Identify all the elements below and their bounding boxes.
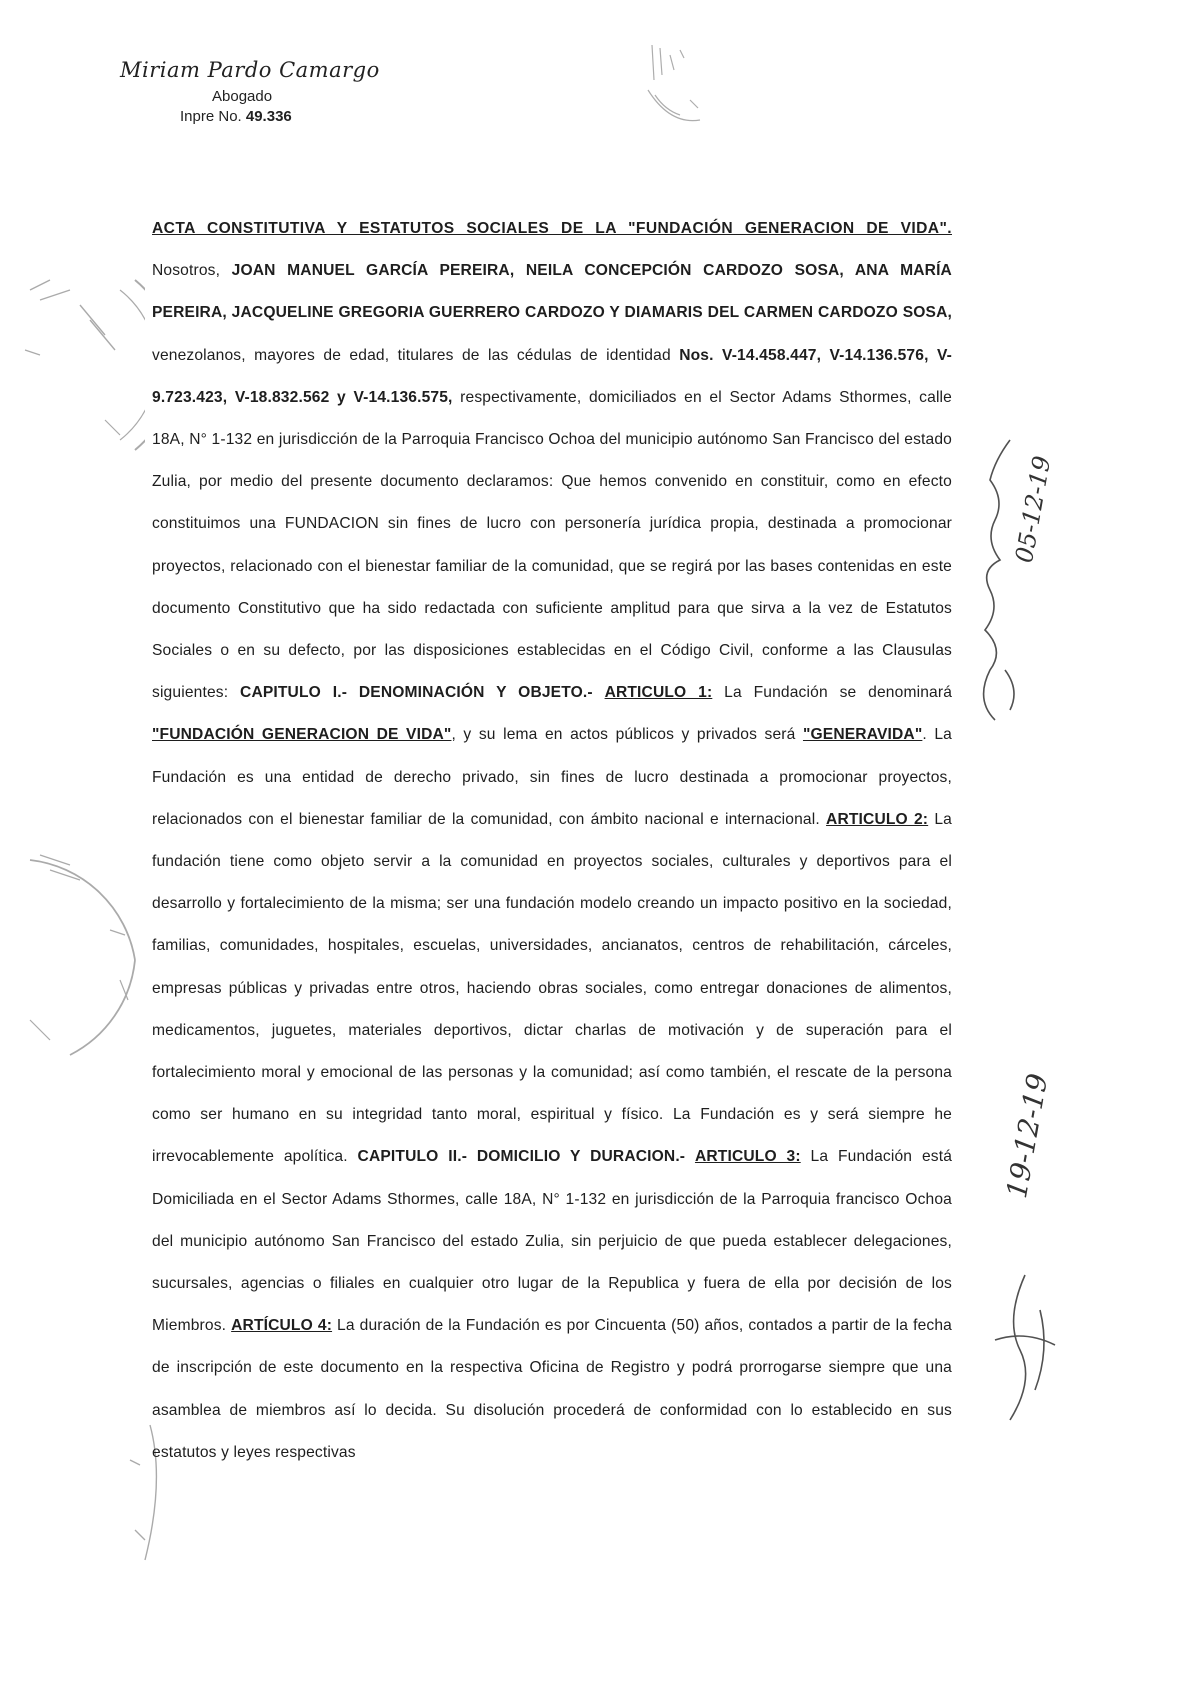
founders-domicile-text: respectivamente, domiciliados en el Sector Adams Sthormes, calle 18A, N° 1-132 en jurisdicción de la Parroquia Francisco Ochoa del municipio autónomo San Francisco del estado Zulia, por medio del presente documento declaramos: Que hemos convenido en constituir, como en efecto constituimos una FUNDACION sin fines de lucro con personería jurídica propia, destinada a promocionar proyectos, relacionado con el bienestar familiar de la comunidad, que se regirá por las bases contenidas en este documento Constitutivo que ha sido redactada con suficiente amplitud para que sirva a la vez de Estatutos Sociales o en su defecto, por las disposiciones establecidas en el Código Civil, conforme a las Clausulas siguientes: <box>152 388 952 702</box>
inpre-line <box>180 108 420 125</box>
lawyer-title: Abogado <box>212 88 273 105</box>
article-1-text-c: . La Fundación es una entidad de derecho privado, sin fines de lucro destinada a promocionar proyectos, relacionados con el bienestar familiar de la comunidad, con ámbito nacional e internacional. <box>152 726 952 828</box>
margin-date-bottom: 19-12-19 <box>1000 1071 1055 1201</box>
margin-signature-top <box>965 420 1075 740</box>
seal-stamp-left-top <box>10 260 145 460</box>
article-2-text: La fundación tiene como objeto servir a la comunidad en proyectos sociales, culturales y deportivos para el desarrollo y fortalecimiento de la misma; ser una fundación modelo creando un impacto positivo en la sociedad, familias, comunidades, hospitales, escuelas, universidades, ancianatos, centros de rehabilitación, cárceles, empresas públicas y privadas entre otros, haciendo obras sociales, como entregar donaciones de alimentos, medicamentos, juguetes, materiales deportivos, dictar charlas de motivación y de superación para el fortalecimiento moral y emocional de las personas y la comunidad; así como también, el rescate de la persona como ser humano en su integridad tanto moral, espiritual y físico. La Fundación es y será siempre he irrevocablemente apolítica. <box>152 810 952 1166</box>
article-3-text: La Fundación está Domiciliada en el Sector Adams Sthormes, calle 18A, N° 1-132 en jurisdicción de la Parroquia francisco Ochoa del municipio autónomo San Francisco del estado Zulia, sin perjuicio de que pueda establecer delegaciones, sucursales, agencias o filiales en cualquier otro lugar de la Republica y fuera de ella por decisión de los Miembros. <box>152 1148 953 1335</box>
inpre-number: 49.336 <box>245 108 292 125</box>
letterhead <box>120 58 420 125</box>
article-3-label: ARTICULO 3: <box>694 1148 801 1166</box>
document-body <box>152 208 952 1474</box>
intro-text: Nosotros, <box>152 262 232 280</box>
margin-signature-bottom <box>985 1270 1065 1430</box>
article-2-label: ARTICULO 2: <box>826 810 929 828</box>
article-4-text: La duración de la Fundación es por Cincuenta (50) años, contados a partir de la fecha de inscripción de este documento en la respectiva Oficina de Registro y podrá prorrogarse siempre que una asamblea de miembros así lo decida. Su disolución procederá de conformidad con lo establecido en sus estatutos y leyes respectivas <box>152 1317 953 1461</box>
article-1-text-b: , y su lema en actos públicos y privados será <box>451 726 803 744</box>
lawyer-name: Miriam Pardo Camargo <box>120 58 380 82</box>
founders-description: venezolanos, mayores de edad, titulares de las cédulas de identidad <box>152 346 680 364</box>
foundation-name: "FUNDACIÓN GENERACION DE VIDA" <box>152 726 452 744</box>
handwriting-signature-icon <box>965 420 1075 740</box>
article-1-label: ARTICULO 1: <box>604 684 713 702</box>
chapter-2-heading: CAPITULO II.- DOMICILIO Y DURACION.- <box>357 1148 686 1166</box>
inpre-label: Inpre No. <box>180 108 242 125</box>
margin-date-top: 05-12-19 <box>1010 453 1057 565</box>
foundation-motto: "GENERAVIDA" <box>802 726 923 744</box>
article-1-text-a: La Fundación se denominará <box>712 684 953 702</box>
chapter-1-heading: CAPITULO I.- DENOMINACIÓN Y OBJETO.- <box>240 684 593 702</box>
founders-names: JOAN MANUEL GARCÍA PEREIRA, NEILA CONCEPCIÓN CARDOZO SOSA, ANA MARÍA PEREIRA, JACQUELINE GREGORIA GUERRERO CARDOZO Y DIAMARIS DEL CARMEN CARDOZO SOSA, <box>152 262 952 322</box>
founders-id-numbers: Nos. V-14.458.447, V-14.136.576, V-9.723.423, V-18.832.562 y V-14.136.575, <box>152 346 952 406</box>
stamp-top-center <box>640 40 720 135</box>
document-title: ACTA CONSTITUTIVA Y ESTATUTOS SOCIALES DE LA "FUNDACIÓN GENERACION DE VIDA". <box>152 220 952 237</box>
seal-stamp-left-middle <box>10 840 145 1070</box>
article-4-label: ARTÍCULO 4: <box>231 1317 333 1335</box>
